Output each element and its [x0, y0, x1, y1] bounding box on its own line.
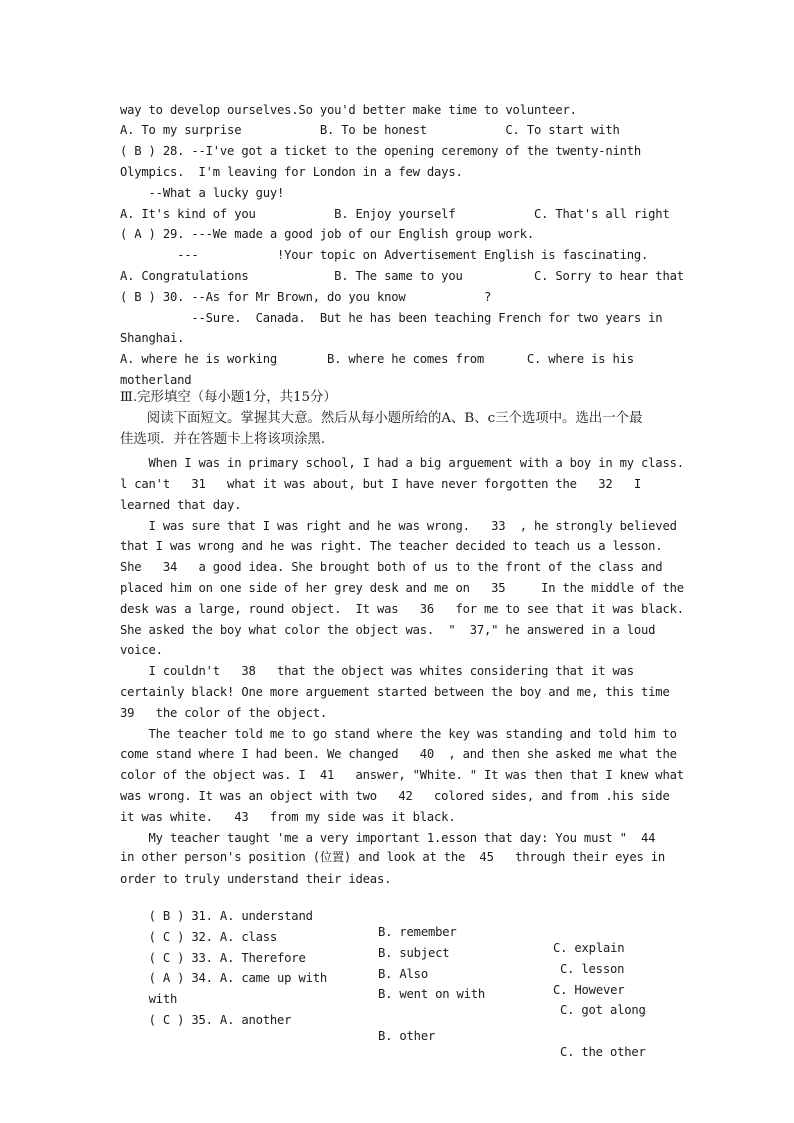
passage-line: certainly black! One more arguement started between the boy and me, this time: [120, 685, 670, 699]
options-line: A. It's kind of you B. Enjoy yourself C. That's all right: [120, 207, 670, 221]
passage-line: l can't 31 what it was about, but I have never forgotten the 32 I: [120, 477, 642, 491]
instructions-line: 阅读下面短文。掌握其大意。然后从每小题所给的A、B、c三个选项中。选出一个最: [120, 411, 643, 426]
answer-option-c: C. got along: [560, 1003, 646, 1017]
passage-line: in other person's position (位置) and look at the 45 through their eyes in: [120, 850, 666, 864]
answer-option-c: C. However: [553, 983, 625, 997]
passage-line: The teacher told me to go stand where the key was standing and told him to: [120, 727, 677, 741]
passage-line: 39 the color of the object.: [120, 706, 327, 720]
section-heading: Ⅲ.完形填空（每小题1分，共15分）: [120, 390, 337, 405]
passage-line: My teacher taught 'me a very important 1.esson that day: You must " 44: [120, 831, 656, 845]
passage-line: was wrong. It was an object with two 42 colored sides, and from .his side: [120, 789, 670, 803]
options-line: A. Congratulations B. The same to you C. Sorry to hear that: [120, 269, 684, 283]
answer-option-b: B. subject: [378, 946, 450, 960]
answer-option-b: B. remember: [378, 925, 457, 939]
answer-question: ( C ) 32. A. class: [148, 930, 278, 944]
text-line: motherland: [120, 373, 192, 387]
answer-option-c: C. lesson: [560, 962, 625, 976]
passage-line: She 34 a good idea. She brought both of us to the front of the class and: [120, 560, 663, 574]
answer-option-c: C. explain: [553, 941, 625, 955]
question-29: ( A ) 29. ---We made a good job of our English group work.: [120, 227, 534, 241]
options-line: A. where he is working B. where he comes from C. where is his: [120, 352, 634, 366]
passage-line: desk was a large, round object. It was 36 for me to see that it was black.: [120, 602, 684, 616]
text-line: --- !Your topic on Advertisement English is fascinating.: [120, 248, 649, 262]
passage-line: placed him on one side of her grey desk and me on 35 In the middle of the: [120, 581, 684, 595]
passage-line: I couldn't 38 that the object was whites considering that it was: [120, 664, 634, 678]
passage-line: order to truly understand their ideas.: [120, 872, 392, 886]
answer-option-b: B. went on with: [378, 987, 486, 1001]
passage-line: learned that day.: [120, 498, 242, 512]
passage-line: come stand where I had been. We changed 40 , and then she asked me what the: [120, 747, 677, 761]
passage-line: I was sure that I was right and he was wrong. 33 , he strongly believed: [120, 519, 677, 533]
text-line: --What a lucky guy!: [120, 186, 285, 200]
answer-question: ( C ) 35. A. another: [148, 1013, 292, 1027]
question-30: ( B ) 30. --As for Mr Brown, do you know ?: [120, 290, 492, 304]
answer-option-b: B. other: [378, 1029, 436, 1043]
question-28: ( B ) 28. --I've got a ticket to the opening ceremony of the twenty-ninth: [120, 144, 642, 158]
passage-line: it was white. 43 from my side was it black.: [120, 810, 456, 824]
passage-line: color of the object was. I 41 answer, "White. " It was then that I knew what: [120, 768, 684, 782]
answer-question: ( C ) 33. A. Therefore: [148, 951, 306, 965]
text-line: Shanghai.: [120, 331, 185, 345]
passage-line: When I was in primary school, I had a big arguement with a boy in my class.: [120, 456, 684, 470]
text-line: --Sure. Canada. But he has been teaching French for two years in: [120, 311, 663, 325]
passage-line: that I was wrong and he was right. The teacher decided to teach us a lesson.: [120, 539, 663, 553]
answer-question: ( A ) 34. A. came up with: [148, 971, 327, 985]
answer-option-b: B. Also: [378, 967, 428, 981]
passage-line: She asked the boy what color the object was. " 37," he answered in a loud: [120, 623, 656, 637]
text-line: Olympics. I'm leaving for London in a few days.: [120, 165, 463, 179]
instructions-line: 佳选项．并在答题卡上将该项涂黑．: [120, 432, 335, 447]
answer-option-c: C. the other: [560, 1045, 646, 1059]
text-line: way to develop ourselves.So you'd better make time to volunteer.: [120, 103, 577, 117]
answer-question: with: [148, 992, 178, 1006]
answer-question: ( B ) 31. A. understand: [148, 909, 313, 923]
passage-line: voice.: [120, 643, 163, 657]
options-line: A. To my surprise B. To be honest C. To start with: [120, 123, 620, 137]
